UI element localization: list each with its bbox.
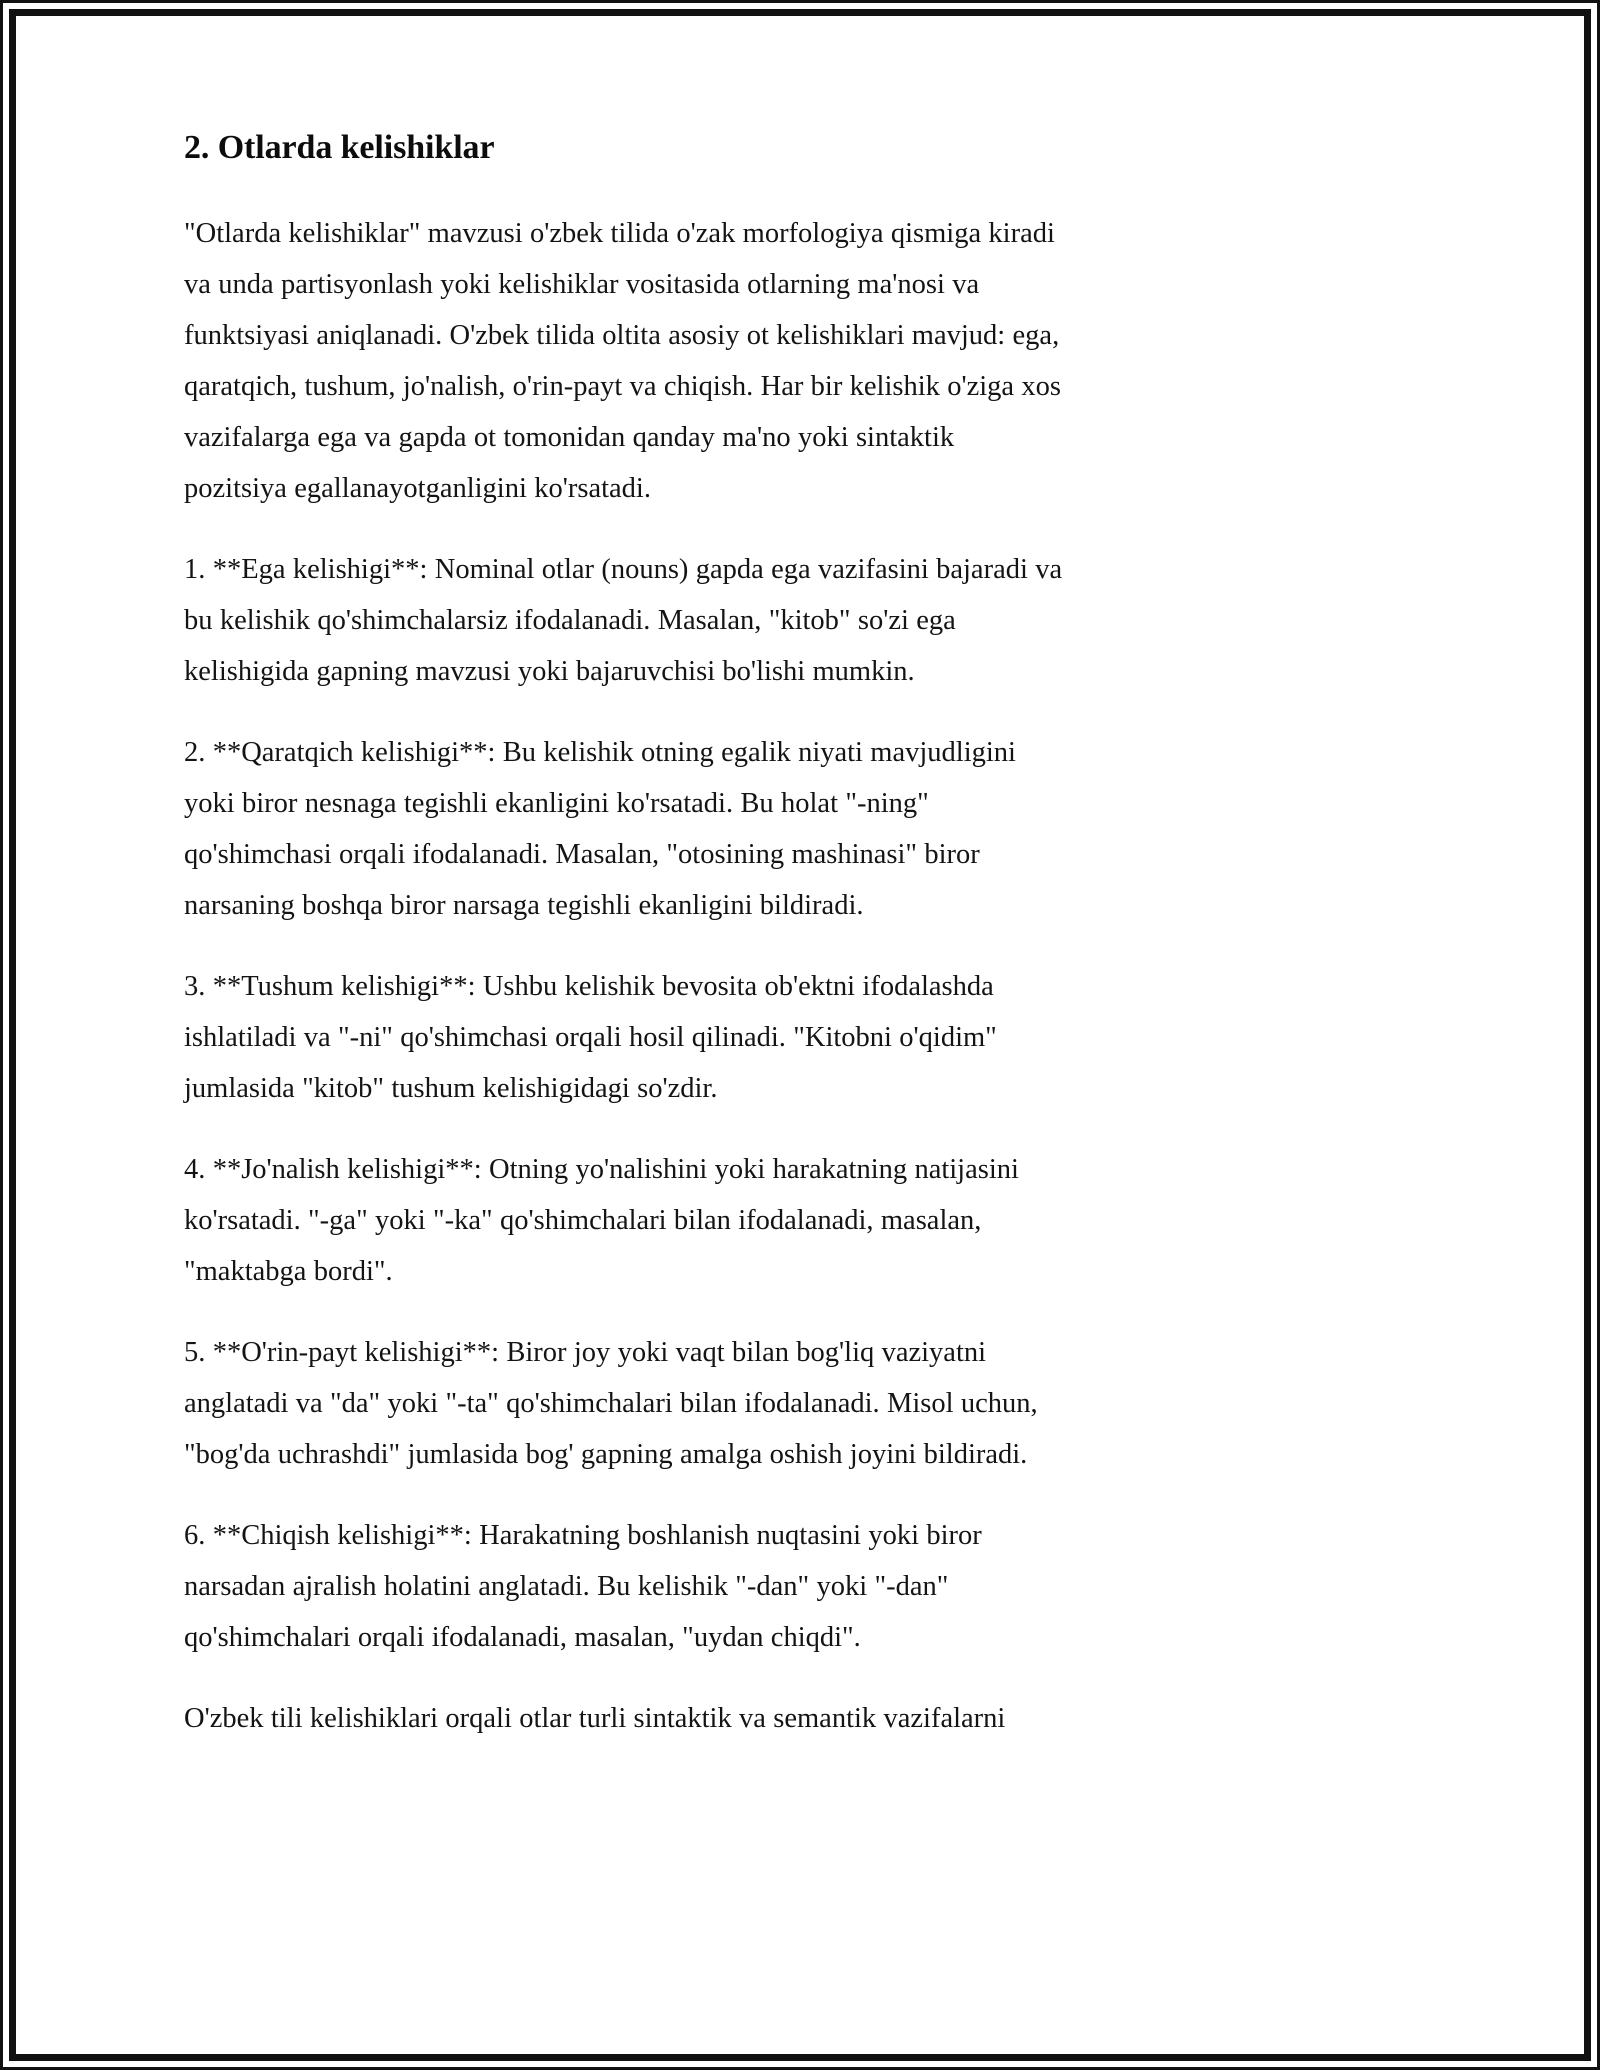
paragraph-item-1: 1. **Ega kelishigi**: Nominal otlar (nouns) gapda ega vazifasini bajaradi va bu kelishik qo'shimchalarsiz ifodalanadi. Masalan, "kitob" so'zi ega kelishigida gapning mavzusi yoki bajaruvchisi bo'lishi mumkin. xyxy=(184,554,1063,688)
paragraph-item-6: 6. **Chiqish kelishigi**: Harakatning boshlanish nuqtasini yoki biror narsadan ajralish holatini anglatadi. Bu kelishik "-dan" yoki "-dan" qo'shimchalari orqali ifodalanadi, masalan, "uydan chiqdi". xyxy=(184,1520,982,1654)
paragraph-item-5: 5. **O'rin-payt kelishigi**: Biror joy yoki vaqt bilan bog'liq vaziyatni anglatadi va "da" yoki "-ta" qo'shimchalari bilan ifodalanadi. Misol uchun, "bog'da uchrashdi" jumlasida bog' gapning amalga oshish joyini bildiradi. xyxy=(184,1337,1038,1471)
paragraph-item-4: 4. **Jo'nalish kelishigi**: Otning yo'nalishini yoki harakatning natijasini ko'rsatadi. "-ga" yoki "-ka" qo'shimchalari bilan ifodalanadi, masalan, "maktabga bordi". xyxy=(184,1154,1019,1288)
paragraph-item-3: 3. **Tushum kelishigi**: Ushbu kelishik bevosita ob'ektni ifodalashda ishlatiladi va "-ni" qo'shimchasi orqali hosil qilinadi. "Kitobni o'qidim" jumlasida "kitob" tushum kelishigidagi so'zdir. xyxy=(184,971,997,1105)
page-title: 2. Otlarda kelishiklar xyxy=(184,129,495,166)
document-page xyxy=(16,16,1584,2054)
page-inner-border xyxy=(9,9,1591,2061)
paragraph-closing: O'zbek tili kelishiklari orqali otlar turli sintaktik va semantik vazifalarni xyxy=(184,1703,1006,1735)
paragraph-intro: "Otlarda kelishiklar" mavzusi o'zbek tilida o'zak morfologiya qismiga kiradi va unda partisyonlash yoki kelishiklar vositasida otlarning ma'nosi va funktsiyasi aniqlanadi. O'zbek tilida oltita asosiy ot kelishiklari mavjud: ega, qaratqich, tushum, jo'nalish, o'rin-payt va chiqish. Har bir kelishik o'ziga xos vazifalarga ega va gapda ot tomonidan qanday ma'no yoki sintaktik pozitsiya egallanayotganligini ko'rsatadi. xyxy=(184,218,1061,505)
paragraph-item-2: 2. **Qaratqich kelishigi**: Bu kelishik otning egalik niyati mavjudligini yoki biror nesnaga tegishli ekanligini ko'rsatadi. Bu holat "-ning" qo'shimchasi orqali ifodalanadi. Masalan, "otosining mashinasi" biror narsaning boshqa biror narsaga tegishli ekanligini bildiradi. xyxy=(184,737,1016,922)
document-content xyxy=(184,128,1064,1744)
